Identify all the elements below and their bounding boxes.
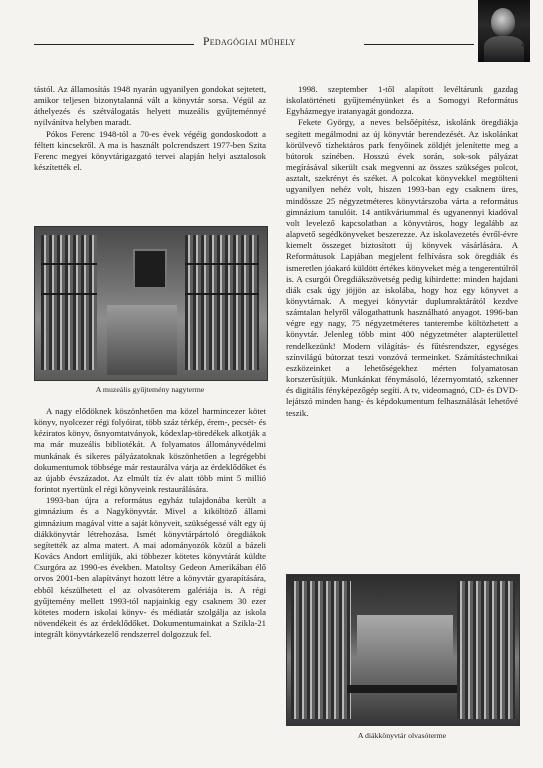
gallery-area (357, 615, 453, 675)
portrait-face (491, 8, 515, 36)
page-number: 9 (521, 34, 529, 50)
photo-caption: A muzeális gyűjtemény nagyterme (95, 385, 205, 394)
portrait-body (484, 36, 524, 62)
photo-caption: A diákkönyvtár olvasóterme (357, 731, 447, 740)
header-rule-left (34, 44, 194, 45)
paragraph: Fekete György, a neves belsőépítész, iskolánk öregdiákja segített megálmodni az új könyvtár berendezését. Az iskolánkat körülvevő tízhektáros park fenyőinek zöldjét jelenítette meg a bútorok színében. Hosszú évek során, sok-sok pályázat megírásával sikerült csak megvenni az összes szükséges polcot, asztalt, szekrényt és széket. A polcokat könyvekkel megtölteni ugyanilyen nehéz volt, hiszen 1993-ban egy csaknem üres, mindössze 25 négyzetméteres könyvtárszoba várta a református gimnázium tanulóit. 14 antikváriummal és ugyanennyi kiadóval volt levelező kapcsolatban a könyvtáros, hogy legalább az alapvető segédkönyveket beszerezze. Az iskolavezetés évről-évre kiemelt összeget biztosított új könyvek vásárlására. A Reformátusok Lapjában megjelent felhívásra sok öregdiák és ismeretlen jóakaró küldött értékes könyveket még a tengerentúlról is. A csurgói Öregdiákszövetség pedig kihirdette: minden hajdani diák csak úgy jöjjön az iskolába, hogy hoz egy könyvet a könyvtárnak. A megyei könyvtár duplumraktárától kezdve számtalan helyről válogathattunk használható anyagot. 1996-ban végre egy nagy, 75 négyzetméteres tanterembe költözhetett a könyvtár. Jelenleg több mint 400 négyzetméter alapterülettel rendelkezünk! Modern világítás- és fűtésrendszer, egységes színvilágú bútorzat teszi vonzóvá termeinket. Számítástechnikai eszközeinket a lehetőségekhez mérten folyamatosan korszerűsítjük. Munkánkat fénymásoló, lézernyomtató, szkenner és digitális fényképezőgép segíti. A tv, videomagnó, CD- és DVD-lejátszó minden hang- és képdokumentum felhasználását lehetővé teszik. (286, 117, 518, 418)
portrait-thumbnail (478, 0, 530, 62)
paragraph: A nagy elődöknek köszönhetően ma közel harmincezer kötet könyv, nyolcezer régi folyóirat, több száz térkép, érem-, pecsét- és kéziratos könyv, ősnyomtatványok, kódexlap-töredékek alkotják a ma már muzeális bibliotékát. A folyamatos állományvédelmi munkának és sikeres pályázatoknak köszönhetően a legrégebbi dokumentumok többsége már restaurálva várja az érdeklődőket és az újabb évszázadot. Az elmúlt tíz év alatt több mint 5 millió forintot nyertünk el régi könyveink restaurálására. (34, 406, 266, 495)
paragraph: tástól. Az államosítás 1948 nyarán ugyanilyen gondokat sejtetett, amikor teljesen bizonytalanná vált a könyvtár sorsa. Végül az áthelyezés és szétválogatás helyett muzeális gyűjteménnyé nyilvánítva helyben maradt. (34, 84, 266, 128)
bookshelf (41, 235, 97, 370)
museum-collection-photo (34, 226, 268, 381)
reading-table (347, 685, 457, 693)
bookshelf (457, 581, 515, 719)
header-rule-right (364, 44, 474, 45)
display-case (107, 305, 177, 375)
paragraph: 1993-ban újra a református egyház tulajdonába került a gimnázium és a Nagykönyvtár. Mivel a kiköltöző állami gimnázium magával vitte a saját könyveit, szükségessé vált egy új diákkönyvtár létrehozása. Ismét könyvtárpártoló öregdiákok segítették az alma matert. A mai adományozók közül a bázeli Kovács Andort említjük, aki többezer kötetes könyvtárát küldte Csurgóra az 1990-es években. Matoltsy Gedeon Amerikában élő orvos 2001-ben alapítványt hozott létre a könyvtár gyarapítására, ebből készülhetett el az olvasóterem galériája is. A régi gyűjtemény mellett 1993-tól napjainkig egy csaknem 30 ezer kötetes modern iskolai könyv- és médiatár szolgálja az iskola növendékeit és az érdeklődőket. Dokumentumainkat a Szikla-21 integrált könyvtárkezelő rendszerrel dolgozzuk fel. (34, 495, 266, 640)
portrait-frame (133, 249, 167, 289)
reading-room-photo (286, 574, 520, 726)
paragraph: Pókos Ferenc 1948-tól a 70-es évek végéig gondoskodott a féltett kincsekről. A ma is használt polcrendszert 1977-ben Szita Ferenc megyei könyvtárigazgató tervei alapján helyi asztalosok készítették el. (34, 128, 266, 173)
column-left-bottom (34, 406, 266, 640)
column-right (286, 84, 518, 419)
bookshelf (291, 581, 351, 719)
paragraph: 1998. szeptember 1-től alapított levéltárunk gazdag iskolatörténeti gyűjteményünket és a Somogyi Református Egyházmegye iratanyagát gondozza. (286, 84, 518, 117)
section-title: Pedagógiai műhely (203, 36, 296, 48)
column-left-top (34, 84, 266, 173)
bookshelf (185, 235, 259, 370)
